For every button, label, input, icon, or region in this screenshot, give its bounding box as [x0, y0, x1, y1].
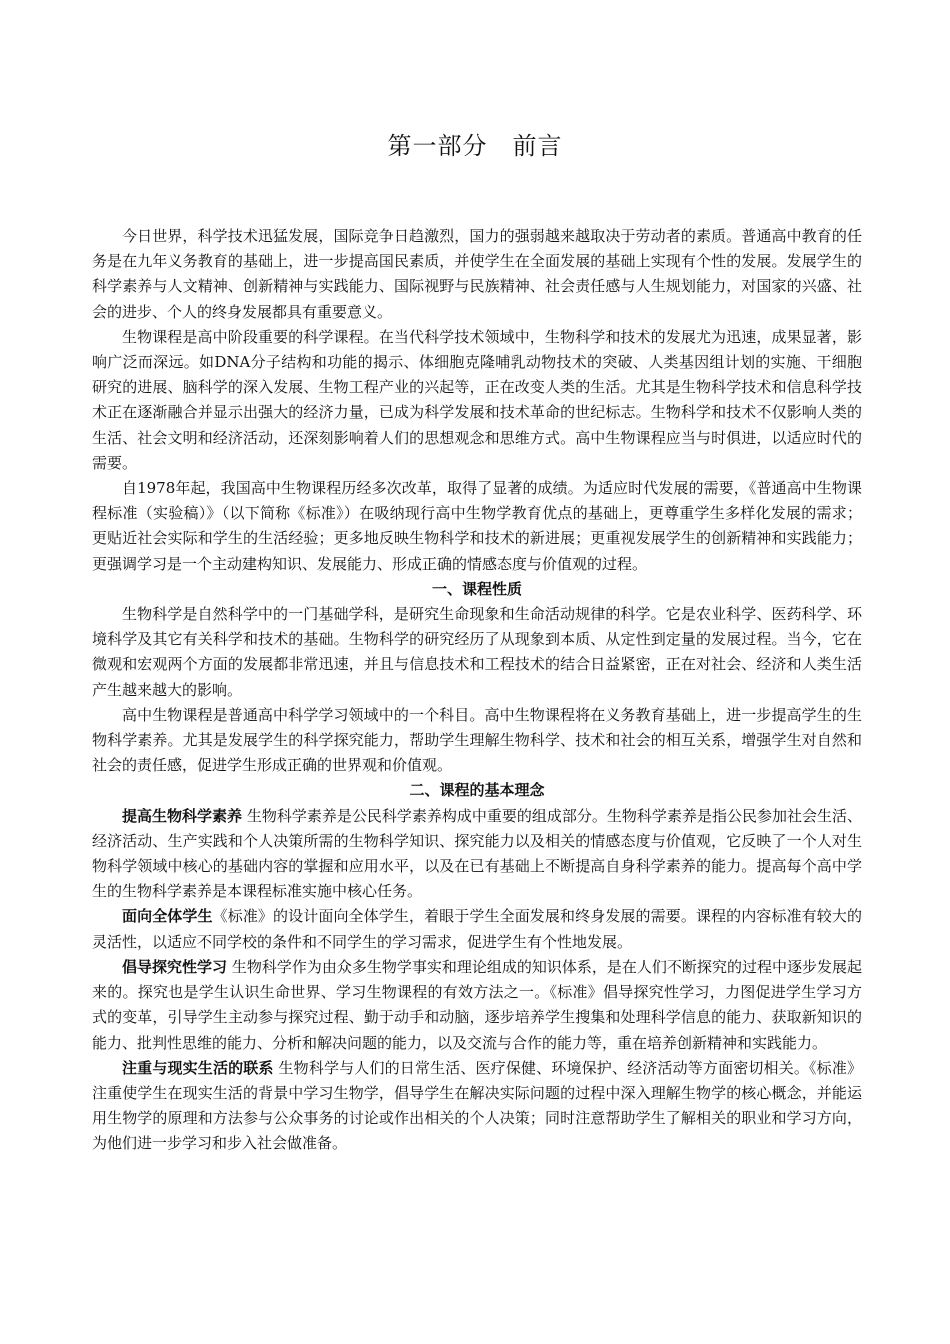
course-nature-paragraph-1: 生物科学是自然科学中的一门基础学科，是研究生命现象和生命活动规律的科学。它是农业科学、医药科学、环境科学及其它有关科学和技术的基础。生物科学的研究经历了从现象到本质、从定性到定量的发展过程。当今，它在微观和宏观两个方面的发展都非常迅速，并且与信息技术和工程技术的结合日益紧密，正在对社会、经济和人类生活产生越来越大的影响。	[92, 605, 862, 699]
concept-text-2: 《标准》的设计面向全体学生，着眼于学生全面发展和终身发展的需要。课程的内容标准有较大的灵活性，以适应不同学校的条件和不同学生的学习需求，促进学生有个性地发展。	[92, 907, 862, 951]
concept-lead-3: 倡导探究性学习	[122, 957, 228, 976]
concept-lead-1: 提高生物科学素养	[122, 806, 243, 825]
concept-lead-2: 面向全体学生	[122, 907, 213, 926]
concept-text-1: 生物科学素养是公民科学素养构成中重要的组成部分。生物科学素养是指公民参加社会生活、经济活动、生产实践和个人决策所需的生物科学知识、探究能力以及相关的情感态度与价值观，它反映了一个人对生物科学领域中核心的基础内容的掌握和应用水平，以及在已有基础上不断提高自身科学素养的能力。提高每个高中学生的生物科学素养是本课程标准实施中核心任务。	[92, 806, 862, 901]
intro-paragraph-1: 今日世界，科学技术迅猛发展，国际竞争日趋激烈，国力的强弱越来越取决于劳动者的素质。普通高中教育的任务是在九年义务教育的基础上，进一步提高国民素质，并使学生在全面发展的基础上实现有个性的发展。发展学生的科学素养与人文精神、创新精神与实践能力、国际视野与民族精神、社会责任感与人生规划能力，对国家的兴盛、社会的进步、个人的终身发展都具有重要意义。	[92, 227, 862, 321]
intro-paragraph-2: 生物课程是高中阶段重要的科学课程。在当代科学技术领域中，生物科学和技术的发展尤为迅速，成果显著，影响广泛而深远。如DNA分子结构和功能的揭示、体细胞克隆哺乳动物技术的突破、人类基因组计划的实施、干细胞研究的进展、脑科学的深入发展、生物工程产业的兴起等，正在改变人类的生活。尤其是生物科学技术和信息科学技术正在逐渐融合并显示出强大的经济力量，已成为科学发展和技术革命的世纪标志。生物科学和技术不仅影响人类的生活、社会文明和经济活动，还深刻影响着人们的思想观念和思维方式。高中生物课程应当与时俱进，以适应时代的需要。	[92, 327, 862, 472]
concept-text-3: 生物科学作为由众多生物学事实和理论组成的知识体系，是在人们不断探究的过程中逐步发展起来的。探究也是学生认识生命世界、学习生物课程的有效方法之一。《标准》倡导探究性学习，力图促进学生学习方式的变革，引导学生主动参与探究过程、勤于动手和动脑，逐步培养学生搜集和处理科学信息的能力、获取新知识的能力、批判性思维的能力、分析和解决问题的能力，以及交流与合作的能力等，重在培养创新精神和实践能力。	[92, 957, 862, 1052]
section-heading-basic-concepts: 二、课程的基本理念	[409, 781, 545, 800]
intro-paragraph-3: 自1978年起，我国高中生物课程历经多次改革，取得了显著的成绩。为适应时代发展的需要，《普通高中生物课程标准（实验稿）》（以下简称《标准》）在吸纳现行高中生物学教育优点的基础上，更尊重学生多样化发展的需求；更贴近社会实际和学生的生活经验；更多地反映生物科学和技术的新进展；更重视发展学生的创新精神和实践能力；更强调学习是一个主动建构知识、发展能力、形成正确的情感态度与价值观的过程。	[92, 479, 862, 573]
page-title: 第一部分 前言	[387, 132, 563, 160]
concept-paragraph-3	[92, 955, 862, 1056]
concept-lead-4: 注重与现实生活的联系	[122, 1058, 274, 1077]
course-nature-paragraph-2: 高中生物课程是普通高中科学学习领域中的一个科目。高中生物课程将在义务教育基础上，进一步提高学生的生物科学素养。尤其是发展学生的科学探究能力，帮助学生理解生物科学、技术和社会的相互关系，增强学生对自然和社会的责任感，促进学生形成正确的世界观和价值观。	[92, 705, 862, 775]
concept-paragraph-1	[92, 804, 862, 905]
concept-paragraph-4	[92, 1056, 862, 1157]
concept-paragraph-2	[92, 904, 862, 954]
section-heading-course-nature: 一、课程性质	[431, 579, 522, 598]
document-body	[92, 224, 862, 1157]
concept-text-4: 生物科学与人们的日常生活、医疗保健、环境保护、经济活动等方面密切相关。《标准》注重使学生在现实生活的背景中学习生物学，倡导学生在解决实际问题的过程中深入理解生物学的核心概念，并能运用生物学的原理和方法参与公众事务的讨论或作出相关的个人决策；同时注意帮助学生了解相关的职业和学习方向，为他们进一步学习和步入社会做准备。	[92, 1058, 862, 1153]
